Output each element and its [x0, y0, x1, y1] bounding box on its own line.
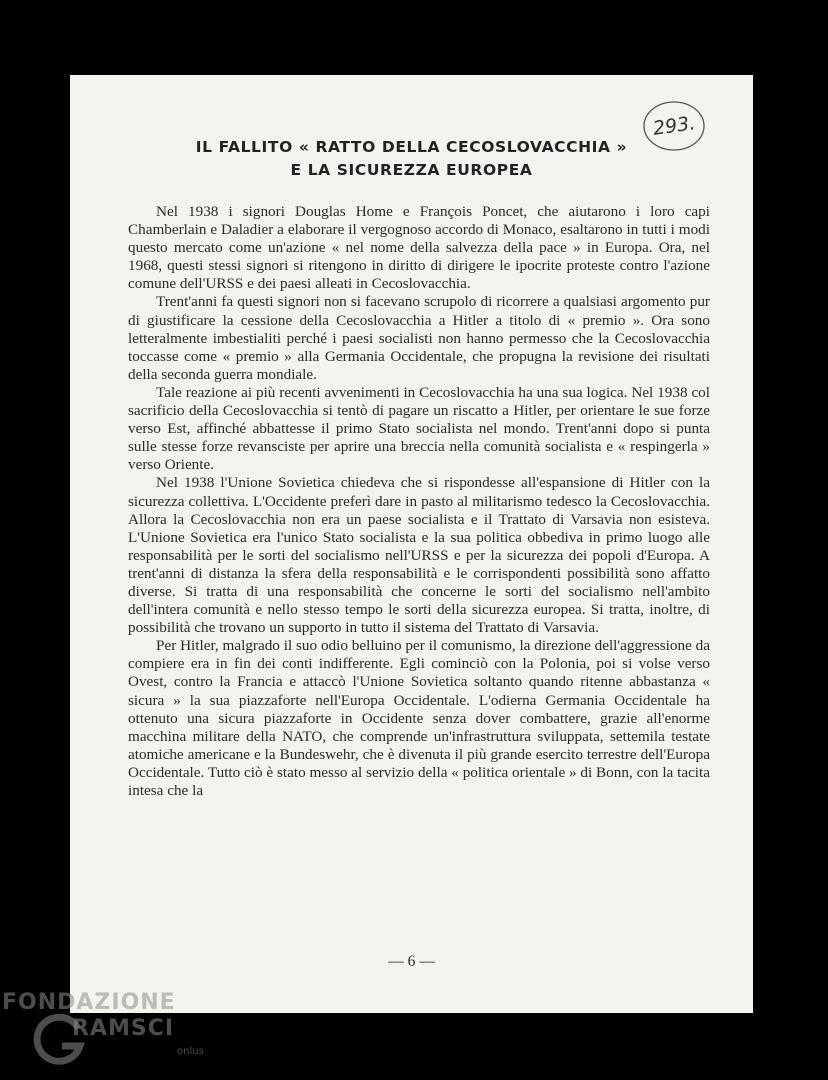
- title-line-2: E LA SICUREZZA EUROPEA: [290, 161, 533, 179]
- page-number: — 6 —: [388, 953, 435, 970]
- watermark-line-1: FONDAZIONE: [2, 990, 176, 1015]
- paragraph: Per Hitler, malgrado il suo odio belluino per il comunismo, la direzione dell'aggressione da compiere era in fin dei conti indifferente. Egli cominciò con la Polonia, poi si volse verso Ovest, contro la Francia e attaccò l'Unione Sovietica soltanto quando ritenne abbastanza « sicura » la sua piazzaforte nell'Europa Occidentale. L'odierna Germania Occidentale ha ottenuto una sicura piazzaforte in Occidente senza dover combattere, grazie all'enorme macchina militare della NATO, che comprende un'infrastruttura sviluppata, settemila testate atomiche americane e la Bundeswehr, che è divenuta il più grande esercito terrestre dell'Europa Occidentale. Tutto ciò è stato messo al servizio della « politica orientale » di Bonn, con la tacita intesa che la: [128, 637, 710, 799]
- title-line-1: IL FALLITO « RATTO DELLA CECOSLOVACCHIA »: [195, 138, 628, 156]
- watermark-logo: [2, 990, 212, 1075]
- watermark-line-3: onlus: [177, 1046, 204, 1057]
- article-body: [128, 203, 710, 800]
- paragraph: Trent'anni fa questi signori non si facevano scrupolo di ricorrere a qualsiasi argomento pur di giustificare la cessione della Cecoslovacchia a Hitler a titolo di « premio ». Ora sono letteralmente imbestialiti perché i paesi socialisti non hanno permesso che la Cecoslovacchia toccasse come « premio » alla Germania Occidentale, che propugna la revisione dei risultati della seconda guerra mondiale.: [128, 293, 710, 383]
- article-title: [70, 136, 753, 182]
- paragraph: Nel 1938 i signori Douglas Home e François Poncet, che aiutarono i loro capi Chamberlain e Daladier a elaborare il vergognoso accordo di Monaco, esaltarono in tutti i modi questo mercato come un'azione « nel nome della salvezza della pace » in Europa. Ora, nel 1968, questi stessi signori si ritengono in diritto di dirigere le ipocrite proteste contro l'azione comune dell'URSS e dei paesi alleati in Cecoslovacchia.: [128, 203, 710, 293]
- watermark-line-2: RAMSCI: [72, 1016, 175, 1041]
- document-page: [70, 75, 753, 1013]
- annotation-text: 293.: [651, 112, 697, 140]
- paragraph: Nel 1938 l'Unione Sovietica chiedeva che si rispondesse all'espansione di Hitler con la sicurezza collettiva. L'Occidente preferì dare in pasto al militarismo tedesco la Cecoslovacchia. Allora la Cecoslovacchia non era un paese socialista e il Trattato di Varsavia non esisteva. L'Unione Sovietica era l'unico Stato socialista e la sua politica obbediva in primo luogo alle responsabilità per le sorti del socialismo nell'URSS e per la sicurezza dei popoli d'Europa. A trent'anni di distanza la sfera della responsabilità e le corrispondenti possibilità sono affatto diverse. Si tratta di una responsabilità che concerne le sorti del socialismo nell'ambito dell'intera comunità e nello stesso tempo le sorti della sicurezza europea. Si tratta, inoltre, di possibilità che trovano un supporto in tutto il sistema del Trattato di Varsavia.: [128, 474, 710, 637]
- paragraph: Tale reazione ai più recenti avvenimenti in Cecoslovacchia ha una sua logica. Nel 1938 col sacrificio della Cecoslovacchia si tentò di pagare un riscatto a Hitler, per orientare le sue forze verso Est, affinché abbattesse il primo Stato socialista nel mondo. Trent'anni dopo si punta sulle stesse forze revansciste per aprire una breccia nella comunità socialista e « respingerla » verso Oriente.: [128, 383, 710, 474]
